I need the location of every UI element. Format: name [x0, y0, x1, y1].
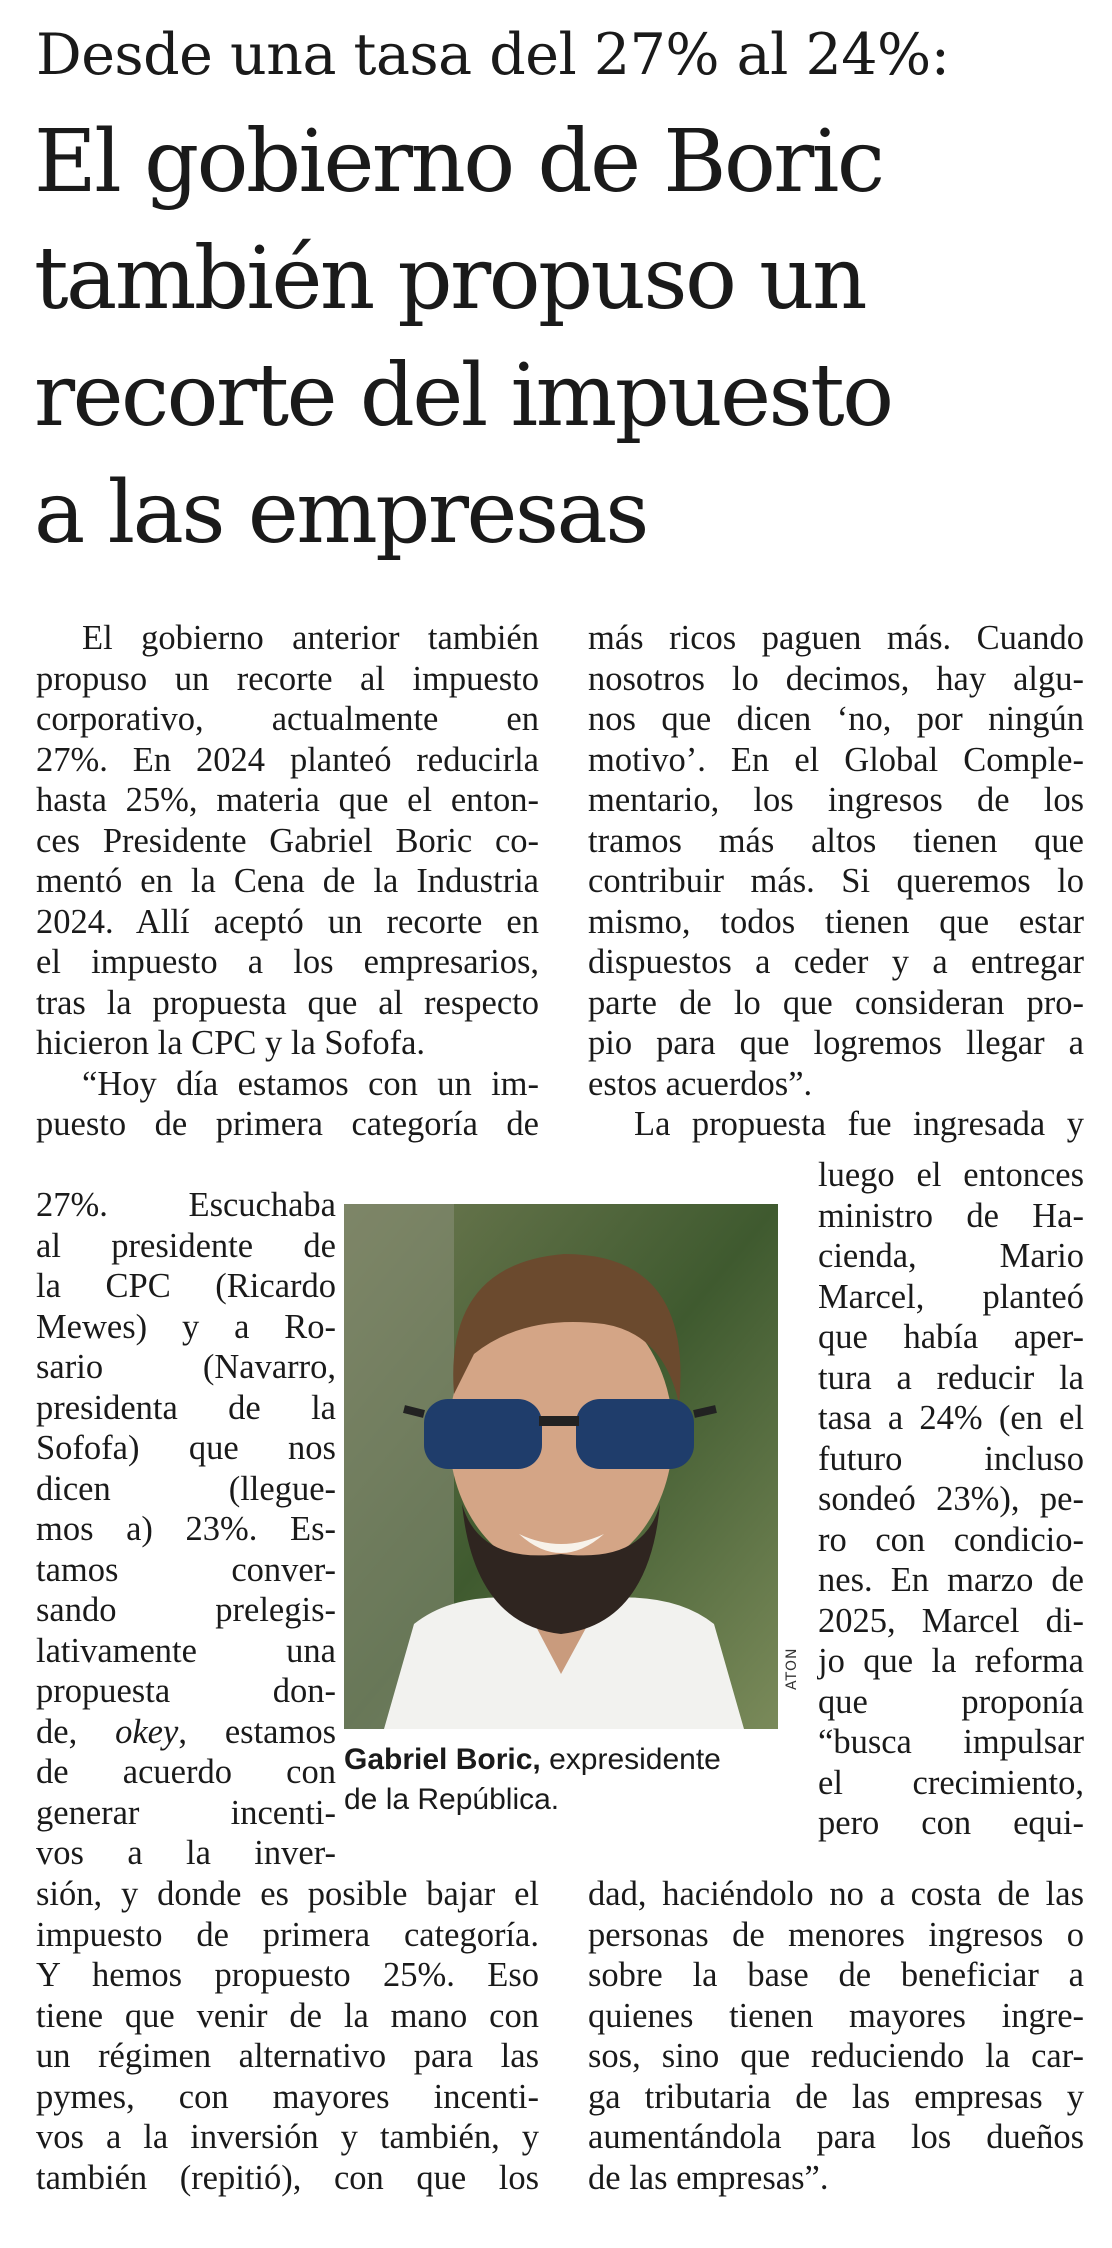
paragraph — [36, 1064, 539, 1145]
text-line: tras la propuesta que al respecto — [36, 983, 539, 1022]
text-line: impuesto de primera categoría. — [36, 1915, 539, 1954]
text-line: pero con equi- — [818, 1804, 1084, 1842]
text-line: contribuir más. Si queremos lo — [588, 862, 1084, 900]
text-line: 27%. En 2024 planteó reducirla — [36, 740, 539, 779]
text-line: Mewes) y a Ro- — [36, 1307, 336, 1346]
text-line: mismo, todos tienen que estar — [588, 902, 1084, 941]
text-line: ministro de Ha- — [818, 1196, 1084, 1235]
text-line: El gobierno anterior también — [82, 619, 539, 657]
caption-name: Gabriel Boric, — [344, 1743, 541, 1776]
text-line: un régimen alternativo para las — [36, 2037, 539, 2075]
text-line: nos que dicen ‘no, por ningún — [588, 700, 1084, 738]
text-line: 27%. Escuchaba — [36, 1186, 336, 1224]
text-line: jo que la reforma — [818, 1642, 1084, 1680]
text-line: nes. En marzo de — [818, 1561, 1084, 1599]
text-line: “busca impulsar — [818, 1723, 1084, 1761]
text-line: pymes, con mayores incenti- — [36, 2077, 539, 2116]
text-line: dicen (llegue- — [36, 1469, 336, 1508]
text-line: sondeó 23%), pe- — [818, 1480, 1084, 1518]
text-line: hasta 25%, materia que el enton- — [36, 781, 539, 819]
text-line: tura a reducir la — [818, 1358, 1084, 1397]
right-column-bottom — [588, 1874, 1084, 2198]
paragraph-continued — [588, 1874, 1084, 2198]
text-line: mentó en la Cena de la Industria — [36, 862, 539, 900]
text-line: dispuestos a ceder y a entregar — [588, 943, 1084, 981]
text-line: Y hemos propuesto 25%. Eso — [36, 1956, 539, 1994]
text-line: de acuerdo con — [36, 1753, 336, 1791]
portrait-illustration — [344, 1204, 778, 1729]
headline-line: a las empresas — [34, 463, 647, 563]
caption-line2: de la República. — [344, 1783, 560, 1816]
text-line: tasa a 24% (en el — [818, 1399, 1084, 1437]
text-line: más ricos paguen más. Cuando — [588, 619, 1084, 657]
text-line: corporativo, actualmente en — [36, 700, 539, 738]
right-column-top — [588, 618, 1084, 1145]
text-line: el impuesto a los empresarios, — [36, 943, 539, 981]
paragraph — [588, 618, 1084, 1104]
text-line: 2024. Allí aceptó un recorte en — [36, 902, 539, 941]
text-line: “Hoy día estamos con un im- — [82, 1064, 539, 1103]
text-line: ro con condicio- — [818, 1520, 1084, 1559]
text-line: propuso un recorte al impuesto — [36, 659, 539, 698]
text-line: aumentándola para los dueños — [588, 2118, 1084, 2156]
text-line: motivo’. En el Global Comple- — [588, 740, 1084, 779]
text-line: presidenta de la — [36, 1388, 336, 1427]
caption-text: expresidente — [549, 1743, 721, 1776]
kicker: Desde una tasa del 27% al 24%: — [36, 22, 950, 88]
right-column-wrap — [818, 1155, 1084, 1844]
text-line: el crecimiento, — [818, 1763, 1084, 1802]
text-line: de, okey, estamos — [36, 1712, 336, 1751]
text-line: La propuesta fue ingresada y — [634, 1105, 1084, 1143]
text-line: sando prelegis- — [36, 1591, 336, 1629]
text-line: vos a la inversión y también, y — [36, 2118, 539, 2156]
text-line: quienes tienen mayores ingre- — [588, 1996, 1084, 2035]
text-line: propuesta don- — [36, 1672, 336, 1710]
headline-line: también propuso un — [34, 229, 865, 329]
text-line: pio para que logremos llegar a — [588, 1024, 1084, 1062]
portrait-photo — [344, 1204, 778, 1729]
text-line: sobre la base de beneficiar a — [588, 1956, 1084, 1994]
paragraph-continued — [818, 1155, 1084, 1844]
text-line: ga tributaria de las empresas y — [588, 2077, 1084, 2116]
text-line: lativamente una — [36, 1631, 336, 1670]
text-line: tiene que venir de la mano con — [36, 1996, 539, 2035]
text-line: tamos conver- — [36, 1550, 336, 1589]
headline — [34, 104, 1094, 572]
left-column-top — [36, 618, 539, 1145]
text-line: nosotros lo decimos, hay algu- — [588, 659, 1084, 698]
text-line: vos a la inver- — [36, 1834, 336, 1872]
paragraph-continued — [36, 1185, 336, 1874]
headline-line: recorte del impuesto — [34, 346, 892, 446]
text-line: Sofofa) que nos — [36, 1429, 336, 1467]
text-line: futuro incluso — [818, 1439, 1084, 1478]
text-line: que había aper- — [818, 1318, 1084, 1356]
left-column-bottom — [36, 1874, 539, 2198]
text-line: ces Presidente Gabriel Boric co- — [36, 821, 539, 860]
text-line: generar incenti- — [36, 1793, 336, 1832]
text-line: personas de menores ingresos o — [588, 1915, 1084, 1954]
text-line: sos, sino que reduciendo la car- — [588, 2037, 1084, 2075]
text-line: tramos más altos tienen que — [588, 821, 1084, 860]
text-line: hicieron la CPC y la Sofofa. — [36, 1024, 426, 1062]
text-line: sión, y donde es posible bajar el — [36, 1875, 539, 1913]
text-line: 2025, Marcel di- — [818, 1601, 1084, 1640]
text-line: dad, haciéndolo no a costa de las — [588, 1875, 1084, 1913]
text-line: mos a) 23%. Es- — [36, 1510, 336, 1548]
text-line: puesto de primera categoría de — [36, 1105, 539, 1143]
paragraph-continued — [36, 1874, 539, 2198]
left-column-wrap — [36, 1185, 336, 1874]
text-line: mentario, los ingresos de los — [588, 781, 1084, 819]
text-line: de las empresas”. — [588, 2158, 829, 2197]
text-line: al presidente de — [36, 1226, 336, 1265]
text-line: la CPC (Ricardo — [36, 1267, 336, 1305]
text-line: cienda, Mario — [818, 1237, 1084, 1275]
paragraph — [588, 1104, 1084, 1145]
text-line: también (repitió), con que los — [36, 2158, 539, 2197]
headline-line: El gobierno de Boric — [34, 112, 883, 212]
photo-credit: ATON — [784, 1647, 800, 1690]
text-line: que proponía — [818, 1682, 1084, 1721]
text-line: Marcel, planteó — [818, 1277, 1084, 1316]
text-line: sario (Navarro, — [36, 1348, 336, 1386]
text-line: estos acuerdos”. — [588, 1064, 813, 1103]
text-line: luego el entonces — [818, 1156, 1084, 1194]
paragraph — [36, 618, 539, 1064]
photo-caption — [344, 1740, 794, 1820]
text-line: parte de lo que consideran pro- — [588, 983, 1084, 1022]
